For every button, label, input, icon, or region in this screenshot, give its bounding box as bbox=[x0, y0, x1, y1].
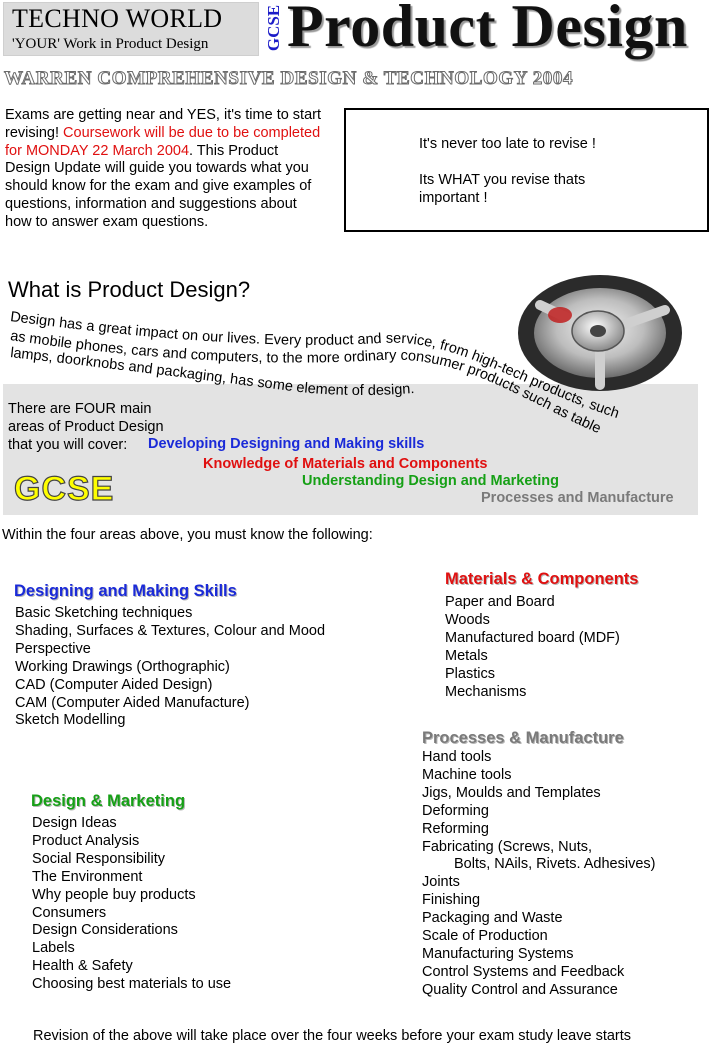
school-banner: WARREN COMPREHENSIVE DESIGN & TECHNOLOGY 2004 bbox=[4, 68, 574, 89]
list-item: Deforming bbox=[422, 802, 489, 819]
list-item: Hand tools bbox=[422, 749, 492, 765]
gcse-logo: GCSE bbox=[14, 470, 115, 508]
list-item: Bolts, NAils, Rivets. Adhesives) bbox=[454, 856, 656, 873]
list-item: Quality Control and Assurance bbox=[422, 981, 618, 998]
list-item: Scale of Production bbox=[422, 928, 548, 945]
tip-line-2: Its WHAT you revise thats important ! bbox=[419, 172, 586, 206]
gcse-vertical-label bbox=[262, 2, 286, 54]
gcse-vertical-text: GCSE bbox=[264, 4, 283, 52]
list-item: Mechanisms bbox=[445, 683, 527, 700]
curved-text-line-3: lamps, doorknobs and packaging, has some element of design. bbox=[9, 345, 415, 399]
list-item: Finishing bbox=[422, 892, 481, 909]
list-item: Manufactured board (MDF) bbox=[445, 629, 620, 646]
brand-title: TECHNO WORLD bbox=[12, 4, 223, 33]
list-item: Product Analysis bbox=[32, 832, 140, 849]
designing-making-title: Designing and Making Skills bbox=[14, 582, 237, 600]
intro-paragraph bbox=[5, 107, 325, 232]
brand-box bbox=[3, 2, 259, 56]
list-item: Jigs, Moulds and Templates bbox=[422, 784, 601, 801]
processes-list bbox=[422, 749, 655, 1000]
intro-text-end: . This Product Design Update will guide you towards what you should know for the exam and give examples of questions, information and suggestions about how to answer exam questions. bbox=[5, 142, 312, 230]
list-item: Paper and Board bbox=[445, 594, 555, 610]
tip-line-1: It's never too late to revise ! bbox=[419, 136, 596, 152]
list-item: Fabricating (Screws, Nuts, bbox=[422, 838, 593, 855]
list-item: Social Responsibility bbox=[32, 850, 165, 867]
list-item: Packaging and Waste bbox=[422, 910, 563, 927]
list-item: Perspective bbox=[15, 640, 91, 657]
processes-title: Processes & Manufacture bbox=[422, 729, 624, 747]
area-processes: Processes and Manufacture bbox=[481, 490, 674, 506]
design-marketing-title: Design & Marketing bbox=[31, 792, 186, 810]
list-item: Manufacturing Systems bbox=[422, 945, 574, 962]
list-item: Reforming bbox=[422, 820, 489, 837]
intro-text-start: Exams are getting near and YES, it's time to start revising! bbox=[5, 107, 322, 141]
areas-intro: There are FOUR main areas of Product Design that you will cover: bbox=[8, 401, 164, 453]
list-item: Machine tools bbox=[422, 766, 512, 783]
list-item: CAD (Computer Aided Design) bbox=[15, 676, 213, 693]
materials-title: Materials & Components bbox=[445, 570, 639, 588]
footer-note: Revision of the above will take place over the four weeks before your exam study leave starts bbox=[33, 1028, 632, 1044]
list-item: Design Considerations bbox=[32, 922, 178, 939]
curved-text-line-2: as mobile phones, cars and computers, to the more ordinary consumer products such as table bbox=[9, 328, 604, 438]
list-item: CAM (Computer Aided Manufacture) bbox=[15, 694, 250, 711]
designing-making-list bbox=[15, 605, 325, 730]
list-item: Sketch Modelling bbox=[15, 712, 126, 729]
design-marketing-list bbox=[32, 815, 231, 994]
list-item: Metals bbox=[445, 647, 488, 664]
area-designing-making: Developing Designing and Making skills bbox=[148, 436, 425, 452]
list-item: Basic Sketching techniques bbox=[15, 605, 193, 621]
list-item: Plastics bbox=[445, 665, 495, 682]
list-item: Choosing best materials to use bbox=[32, 976, 232, 993]
area-materials: Knowledge of Materials and Components bbox=[203, 456, 488, 472]
section-heading: What is Product Design? bbox=[8, 277, 251, 302]
page-title: Product Design bbox=[287, 0, 688, 59]
list-item: Consumers bbox=[32, 904, 107, 921]
coursework-deadline: Coursework will be due to be completed for MONDAY 22 March 2004 bbox=[5, 124, 321, 159]
list-item: Design Ideas bbox=[32, 815, 117, 831]
brand-subtitle: 'YOUR' Work in Product Design bbox=[12, 36, 209, 52]
list-item: Shading, Surfaces & Textures, Colour and Mood bbox=[15, 622, 326, 639]
list-item: Joints bbox=[422, 874, 460, 891]
within-text: Within the four areas above, you must know the following: bbox=[2, 527, 373, 543]
list-item: Labels bbox=[32, 940, 75, 957]
revision-tip-box bbox=[344, 108, 709, 232]
list-item: Control Systems and Feedback bbox=[422, 963, 625, 980]
curved-text-line-1: Design has a great impact on our lives. Every product and service, from high-tech products, such bbox=[9, 309, 622, 422]
list-item: The Environment bbox=[32, 868, 143, 885]
list-item: Working Drawings (Orthographic) bbox=[15, 658, 230, 675]
area-design-marketing: Understanding Design and Marketing bbox=[302, 473, 559, 489]
list-item: Health & Safety bbox=[32, 958, 133, 975]
list-item: Woods bbox=[445, 611, 490, 628]
materials-list bbox=[445, 594, 620, 701]
list-item: Why people buy products bbox=[32, 886, 196, 903]
